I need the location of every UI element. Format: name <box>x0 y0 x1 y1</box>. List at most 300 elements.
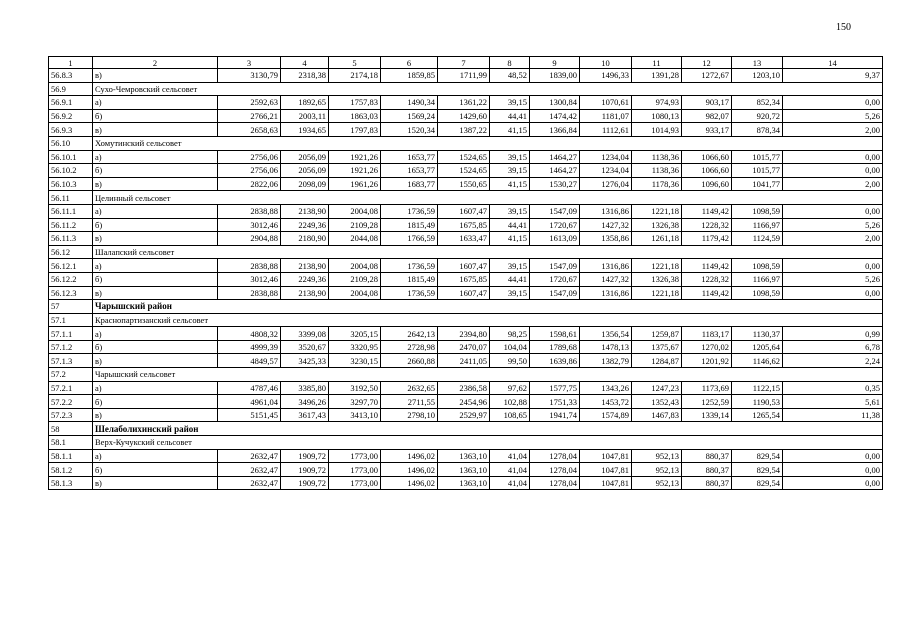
value-cell: 933,17 <box>682 123 732 137</box>
council-header-row <box>49 313 883 327</box>
column-number: 1 <box>49 57 93 69</box>
table-row <box>49 286 883 300</box>
table-row <box>49 408 883 422</box>
value-cell: 2174,18 <box>329 69 381 83</box>
value-cell: 0,00 <box>783 476 883 490</box>
page-number: 150 <box>836 22 851 33</box>
row-index: 56.9 <box>49 82 93 96</box>
value-cell: 903,17 <box>682 96 732 110</box>
column-number: 2 <box>93 57 218 69</box>
district-header-row <box>49 300 883 314</box>
row-subitem: а) <box>93 259 218 273</box>
value-cell: 1149,42 <box>682 259 732 273</box>
table-body <box>49 57 883 490</box>
value-cell: 1181,07 <box>580 109 632 123</box>
value-cell: 1166,97 <box>732 218 783 232</box>
value-cell: 3413,10 <box>329 408 381 422</box>
value-cell: 1339,14 <box>682 408 732 422</box>
value-cell: 1098,59 <box>732 286 783 300</box>
value-cell: 1173,69 <box>682 381 732 395</box>
value-cell: 1639,86 <box>530 354 580 368</box>
value-cell: 41,04 <box>490 463 530 477</box>
value-cell: 1130,37 <box>732 327 783 341</box>
row-index: 57.1 <box>49 313 93 327</box>
column-number: 3 <box>218 57 281 69</box>
table-row <box>49 123 883 137</box>
value-cell: 1138,36 <box>632 164 682 178</box>
row-subitem: б) <box>93 109 218 123</box>
table-row <box>49 109 883 123</box>
column-number: 5 <box>329 57 381 69</box>
council-header-row <box>49 436 883 450</box>
value-cell: 2109,28 <box>329 218 381 232</box>
value-cell: 1278,04 <box>530 449 580 463</box>
value-cell: 974,93 <box>632 96 682 110</box>
value-cell: 920,72 <box>732 109 783 123</box>
value-cell: 1909,72 <box>281 476 329 490</box>
value-cell: 2394,80 <box>438 327 490 341</box>
table-row <box>49 340 883 354</box>
value-cell: 2529,97 <box>438 408 490 422</box>
value-cell: 1547,09 <box>530 286 580 300</box>
value-cell: 4849,57 <box>218 354 281 368</box>
value-cell: 1278,04 <box>530 476 580 490</box>
value-cell: 880,37 <box>682 463 732 477</box>
value-cell: 1382,79 <box>580 354 632 368</box>
row-subitem: в) <box>93 476 218 490</box>
value-cell: 1909,72 <box>281 449 329 463</box>
value-cell: 2632,65 <box>381 381 438 395</box>
value-cell: 1272,67 <box>682 69 732 83</box>
value-cell: 39,15 <box>490 96 530 110</box>
council-header-row <box>49 191 883 205</box>
value-cell: 2056,09 <box>281 164 329 178</box>
value-cell: 878,34 <box>732 123 783 137</box>
row-index: 56.9.3 <box>49 123 93 137</box>
value-cell: 880,37 <box>682 449 732 463</box>
value-cell: 1839,00 <box>530 69 580 83</box>
row-index: 57.2.1 <box>49 381 93 395</box>
value-cell: 2592,63 <box>218 96 281 110</box>
row-index: 56.8.3 <box>49 69 93 83</box>
column-number: 4 <box>281 57 329 69</box>
value-cell: 2004,08 <box>329 204 381 218</box>
value-cell: 0,99 <box>783 327 883 341</box>
council-header-row <box>49 82 883 96</box>
table-row <box>49 232 883 246</box>
row-subitem: б) <box>93 340 218 354</box>
table-row <box>49 395 883 409</box>
value-cell: 1474,42 <box>530 109 580 123</box>
row-index: 58 <box>49 422 93 436</box>
value-cell: 41,15 <box>490 123 530 137</box>
value-cell: 1496,02 <box>381 463 438 477</box>
value-cell: 3320,95 <box>329 340 381 354</box>
value-cell: 3205,15 <box>329 327 381 341</box>
value-cell: 44,41 <box>490 272 530 286</box>
value-cell: 1467,83 <box>632 408 682 422</box>
value-cell: 2249,36 <box>281 218 329 232</box>
row-subitem: а) <box>93 204 218 218</box>
value-cell: 2098,09 <box>281 177 329 191</box>
value-cell: 1720,67 <box>530 218 580 232</box>
value-cell: 1066,60 <box>682 150 732 164</box>
row-index: 56.9.1 <box>49 96 93 110</box>
row-subitem: б) <box>93 164 218 178</box>
value-cell: 2003,11 <box>281 109 329 123</box>
value-cell: 1653,77 <box>381 164 438 178</box>
table-row <box>49 164 883 178</box>
table-row <box>49 259 883 273</box>
value-cell: 952,13 <box>632 449 682 463</box>
value-cell: 2822,06 <box>218 177 281 191</box>
row-index: 57.1.3 <box>49 354 93 368</box>
value-cell: 1675,85 <box>438 272 490 286</box>
value-cell: 1041,77 <box>732 177 783 191</box>
value-cell: 5,26 <box>783 272 883 286</box>
value-cell: 1766,59 <box>381 232 438 246</box>
value-cell: 39,15 <box>490 150 530 164</box>
value-cell: 1789,68 <box>530 340 580 354</box>
row-subitem: в) <box>93 354 218 368</box>
value-cell: 852,34 <box>732 96 783 110</box>
value-cell: 2660,88 <box>381 354 438 368</box>
row-index: 56.11.1 <box>49 204 93 218</box>
value-cell: 1014,93 <box>632 123 682 137</box>
table-row <box>49 476 883 490</box>
table-row <box>49 449 883 463</box>
table-row <box>49 463 883 477</box>
value-cell: 3230,15 <box>329 354 381 368</box>
value-cell: 1598,61 <box>530 327 580 341</box>
value-cell: 1015,77 <box>732 164 783 178</box>
value-cell: 1815,49 <box>381 272 438 286</box>
table-row <box>49 218 883 232</box>
value-cell: 1363,10 <box>438 476 490 490</box>
value-cell: 1773,00 <box>329 449 381 463</box>
row-subitem: а) <box>93 150 218 164</box>
value-cell: 1098,59 <box>732 204 783 218</box>
row-index: 57.1.1 <box>49 327 93 341</box>
value-cell: 41,04 <box>490 449 530 463</box>
value-cell: 97,62 <box>490 381 530 395</box>
value-cell: 1361,22 <box>438 96 490 110</box>
value-cell: 0,00 <box>783 204 883 218</box>
district-name: Шелаболихинский район <box>93 422 883 436</box>
value-cell: 2838,88 <box>218 286 281 300</box>
value-cell: 39,15 <box>490 286 530 300</box>
value-cell: 1892,65 <box>281 96 329 110</box>
value-cell: 3130,79 <box>218 69 281 83</box>
district-header-row <box>49 422 883 436</box>
value-cell: 1574,89 <box>580 408 632 422</box>
row-subitem: в) <box>93 177 218 191</box>
value-cell: 1284,87 <box>632 354 682 368</box>
value-cell: 1098,59 <box>732 259 783 273</box>
value-cell: 1363,10 <box>438 463 490 477</box>
value-cell: 9,37 <box>783 69 883 83</box>
value-cell: 1179,42 <box>682 232 732 246</box>
row-index: 56.12.3 <box>49 286 93 300</box>
table-row <box>49 381 883 395</box>
value-cell: 1356,54 <box>580 327 632 341</box>
value-cell: 6,78 <box>783 340 883 354</box>
value-cell: 2838,88 <box>218 204 281 218</box>
value-cell: 5151,45 <box>218 408 281 422</box>
row-index: 56.10 <box>49 136 93 150</box>
value-cell: 1427,32 <box>580 272 632 286</box>
value-cell: 41,15 <box>490 177 530 191</box>
value-cell: 1736,59 <box>381 259 438 273</box>
value-cell: 1375,67 <box>632 340 682 354</box>
council-name: Краснопартизанский сельсовет <box>93 313 883 327</box>
value-cell: 3425,33 <box>281 354 329 368</box>
row-index: 56.10.1 <box>49 150 93 164</box>
row-index: 56.12 <box>49 245 93 259</box>
row-index: 56.11.2 <box>49 218 93 232</box>
value-cell: 2454,96 <box>438 395 490 409</box>
value-cell: 1276,04 <box>580 177 632 191</box>
value-cell: 2138,90 <box>281 204 329 218</box>
column-number: 6 <box>381 57 438 69</box>
value-cell: 3520,67 <box>281 340 329 354</box>
table-row <box>49 354 883 368</box>
row-subitem: в) <box>93 408 218 422</box>
council-name: Сухо-Чемровский сельсовет <box>93 82 883 96</box>
value-cell: 1815,49 <box>381 218 438 232</box>
row-index: 56.11 <box>49 191 93 205</box>
value-cell: 0,00 <box>783 259 883 273</box>
value-cell: 108,65 <box>490 408 530 422</box>
value-cell: 1247,23 <box>632 381 682 395</box>
value-cell: 1234,04 <box>580 150 632 164</box>
value-cell: 1464,27 <box>530 164 580 178</box>
value-cell: 0,00 <box>783 164 883 178</box>
value-cell: 1453,72 <box>580 395 632 409</box>
row-subitem: б) <box>93 272 218 286</box>
value-cell: 5,61 <box>783 395 883 409</box>
value-cell: 4999,39 <box>218 340 281 354</box>
value-cell: 1228,32 <box>682 272 732 286</box>
value-cell: 2138,90 <box>281 259 329 273</box>
value-cell: 1166,97 <box>732 272 783 286</box>
row-subitem: а) <box>93 381 218 395</box>
value-cell: 1205,64 <box>732 340 783 354</box>
row-index: 56.10.3 <box>49 177 93 191</box>
value-cell: 829,54 <box>732 463 783 477</box>
value-cell: 1496,02 <box>381 476 438 490</box>
row-subitem: а) <box>93 449 218 463</box>
value-cell: 1520,34 <box>381 123 438 137</box>
value-cell: 1859,85 <box>381 69 438 83</box>
value-cell: 1464,27 <box>530 150 580 164</box>
value-cell: 0,00 <box>783 150 883 164</box>
value-cell: 2386,58 <box>438 381 490 395</box>
value-cell: 1496,02 <box>381 449 438 463</box>
value-cell: 11,38 <box>783 408 883 422</box>
table-row <box>49 96 883 110</box>
value-cell: 98,25 <box>490 327 530 341</box>
value-cell: 1524,65 <box>438 150 490 164</box>
value-cell: 1613,09 <box>530 232 580 246</box>
value-cell: 1047,81 <box>580 476 632 490</box>
value-cell: 1221,18 <box>632 204 682 218</box>
value-cell: 41,04 <box>490 476 530 490</box>
value-cell: 2470,07 <box>438 340 490 354</box>
value-cell: 1711,99 <box>438 69 490 83</box>
column-number: 11 <box>632 57 682 69</box>
value-cell: 1316,86 <box>580 204 632 218</box>
value-cell: 1326,38 <box>632 218 682 232</box>
value-cell: 2411,05 <box>438 354 490 368</box>
row-index: 56.9.2 <box>49 109 93 123</box>
value-cell: 99,50 <box>490 354 530 368</box>
value-cell: 1797,83 <box>329 123 381 137</box>
row-subitem: в) <box>93 232 218 246</box>
row-index: 56.12.2 <box>49 272 93 286</box>
value-cell: 1316,86 <box>580 286 632 300</box>
value-cell: 1316,86 <box>580 259 632 273</box>
row-subitem: а) <box>93 327 218 341</box>
column-number: 12 <box>682 57 732 69</box>
value-cell: 1941,74 <box>530 408 580 422</box>
row-index: 57.2 <box>49 368 93 382</box>
value-cell: 1358,86 <box>580 232 632 246</box>
value-cell: 1278,04 <box>530 463 580 477</box>
value-cell: 2766,21 <box>218 109 281 123</box>
row-index: 57.2.3 <box>49 408 93 422</box>
column-number-row <box>49 57 883 69</box>
value-cell: 2,00 <box>783 232 883 246</box>
value-cell: 1478,13 <box>580 340 632 354</box>
row-index: 56.10.2 <box>49 164 93 178</box>
value-cell: 3012,46 <box>218 218 281 232</box>
value-cell: 0,00 <box>783 449 883 463</box>
row-subitem: б) <box>93 395 218 409</box>
table-row <box>49 69 883 83</box>
value-cell: 1252,59 <box>682 395 732 409</box>
value-cell: 0,35 <box>783 381 883 395</box>
value-cell: 1720,67 <box>530 272 580 286</box>
value-cell: 1387,22 <box>438 123 490 137</box>
value-cell: 1757,83 <box>329 96 381 110</box>
value-cell: 2658,63 <box>218 123 281 137</box>
value-cell: 1921,26 <box>329 150 381 164</box>
value-cell: 3399,08 <box>281 327 329 341</box>
value-cell: 2056,09 <box>281 150 329 164</box>
value-cell: 1550,65 <box>438 177 490 191</box>
value-cell: 1265,54 <box>732 408 783 422</box>
value-cell: 1203,10 <box>732 69 783 83</box>
value-cell: 1300,84 <box>530 96 580 110</box>
value-cell: 1547,09 <box>530 259 580 273</box>
value-cell: 1047,81 <box>580 463 632 477</box>
value-cell: 0,00 <box>783 96 883 110</box>
value-cell: 2318,38 <box>281 69 329 83</box>
council-name: Чарышский сельсовет <box>93 368 883 382</box>
value-cell: 3617,43 <box>281 408 329 422</box>
row-subitem: а) <box>93 96 218 110</box>
value-cell: 1683,77 <box>381 177 438 191</box>
value-cell: 4787,46 <box>218 381 281 395</box>
value-cell: 2,00 <box>783 123 883 137</box>
value-cell: 1066,60 <box>682 164 732 178</box>
row-subitem: в) <box>93 123 218 137</box>
value-cell: 1363,10 <box>438 449 490 463</box>
value-cell: 39,15 <box>490 204 530 218</box>
row-index: 58.1.2 <box>49 463 93 477</box>
council-name: Верх-Кучукский сельсовет <box>93 436 883 450</box>
value-cell: 2632,47 <box>218 463 281 477</box>
value-cell: 2756,06 <box>218 164 281 178</box>
value-cell: 1352,43 <box>632 395 682 409</box>
value-cell: 1530,27 <box>530 177 580 191</box>
value-cell: 102,88 <box>490 395 530 409</box>
value-cell: 2756,06 <box>218 150 281 164</box>
value-cell: 1961,26 <box>329 177 381 191</box>
row-subitem: в) <box>93 69 218 83</box>
row-index: 57.2.2 <box>49 395 93 409</box>
value-cell: 4808,32 <box>218 327 281 341</box>
council-name: Целинный сельсовет <box>93 191 883 205</box>
value-cell: 952,13 <box>632 463 682 477</box>
value-cell: 829,54 <box>732 476 783 490</box>
value-cell: 1773,00 <box>329 463 381 477</box>
value-cell: 1122,15 <box>732 381 783 395</box>
value-cell: 4961,04 <box>218 395 281 409</box>
value-cell: 2711,55 <box>381 395 438 409</box>
value-cell: 1921,26 <box>329 164 381 178</box>
row-index: 56.12.1 <box>49 259 93 273</box>
value-cell: 2904,88 <box>218 232 281 246</box>
value-cell: 3385,80 <box>281 381 329 395</box>
value-cell: 1178,36 <box>632 177 682 191</box>
value-cell: 1096,60 <box>682 177 732 191</box>
table-row <box>49 204 883 218</box>
value-cell: 982,07 <box>682 109 732 123</box>
value-cell: 1736,59 <box>381 204 438 218</box>
value-cell: 2838,88 <box>218 259 281 273</box>
value-cell: 829,54 <box>732 449 783 463</box>
value-cell: 2004,08 <box>329 259 381 273</box>
value-cell: 5,26 <box>783 218 883 232</box>
value-cell: 1138,36 <box>632 150 682 164</box>
value-cell: 2044,08 <box>329 232 381 246</box>
row-subitem: в) <box>93 286 218 300</box>
district-name: Чарышский район <box>93 300 883 314</box>
value-cell: 1569,24 <box>381 109 438 123</box>
row-index: 57 <box>49 300 93 314</box>
value-cell: 1675,85 <box>438 218 490 232</box>
value-cell: 952,13 <box>632 476 682 490</box>
value-cell: 2632,47 <box>218 476 281 490</box>
value-cell: 0,00 <box>783 286 883 300</box>
value-cell: 44,41 <box>490 109 530 123</box>
value-cell: 1427,32 <box>580 218 632 232</box>
tariff-table <box>48 56 883 490</box>
value-cell: 1228,32 <box>682 218 732 232</box>
value-cell: 2004,08 <box>329 286 381 300</box>
value-cell: 1112,61 <box>580 123 632 137</box>
value-cell: 1270,02 <box>682 340 732 354</box>
row-index: 58.1 <box>49 436 93 450</box>
column-number: 13 <box>732 57 783 69</box>
council-header-row <box>49 136 883 150</box>
row-subitem: б) <box>93 218 218 232</box>
value-cell: 39,15 <box>490 259 530 273</box>
value-cell: 2632,47 <box>218 449 281 463</box>
value-cell: 2249,36 <box>281 272 329 286</box>
